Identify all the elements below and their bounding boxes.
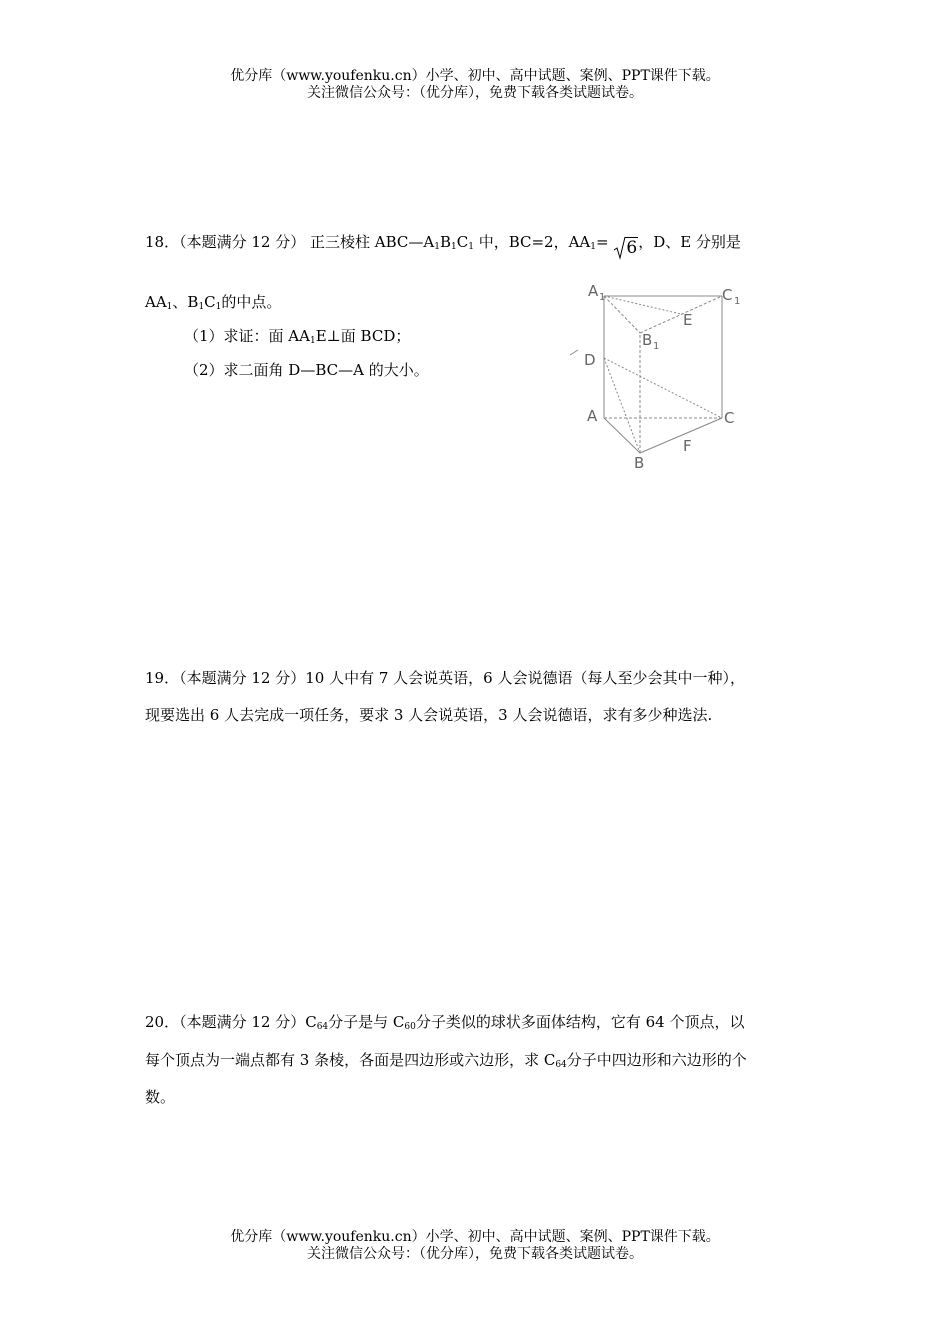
q18-text: B bbox=[439, 233, 451, 251]
sqrt-expression bbox=[613, 238, 638, 258]
label-b: B bbox=[634, 454, 645, 472]
sub: 60 bbox=[404, 1022, 416, 1032]
tick-mark bbox=[570, 350, 578, 358]
q18-text: AA bbox=[145, 293, 167, 311]
q18-text: C bbox=[456, 233, 469, 251]
q18-part-1 bbox=[184, 326, 410, 346]
q20-text: 分子是与 C bbox=[328, 1013, 405, 1031]
q18-line-1 bbox=[145, 232, 741, 258]
label-d: D bbox=[584, 351, 596, 369]
edge-a1b1 bbox=[604, 296, 640, 333]
sub: 1 bbox=[309, 336, 316, 346]
q18-text: 中，BC=2，AA bbox=[473, 233, 591, 251]
sub: 1 bbox=[590, 242, 596, 252]
segment-dc bbox=[604, 358, 722, 418]
sub: 1 bbox=[215, 302, 222, 312]
q18-text: = bbox=[596, 233, 609, 251]
q20-text: 分子中四边形和六边形的个 bbox=[566, 1051, 747, 1069]
label-sub: 1 bbox=[599, 292, 606, 303]
q20-line-2 bbox=[145, 1050, 747, 1070]
label-f: F bbox=[683, 437, 692, 455]
q19-line-2: 现要选出 6 人去完成一项任务，要求 3 人会说英语，3 人会说德语，求有多少种选法. bbox=[145, 706, 713, 724]
sub: 1 bbox=[166, 302, 173, 312]
q20-text: 每个顶点为一端点都有 3 条棱，各面是四边形或六边形，求 C bbox=[145, 1051, 556, 1069]
sub: 1 bbox=[450, 242, 457, 252]
q18-text: （1）求证：面 AA bbox=[184, 327, 310, 345]
label-b1: B bbox=[642, 331, 653, 349]
q18-text: E⊥面 BCD； bbox=[315, 327, 411, 345]
sqrt-icon bbox=[613, 236, 626, 260]
q20-text: 20．（本题满分 12 分）C bbox=[145, 1013, 317, 1031]
header-line-2: 关注微信公众号：（优分库），免费下载各类试题试卷。 bbox=[307, 85, 643, 101]
sqrt-radicand: 6 bbox=[626, 238, 638, 258]
q19-line-1: 19．（本题满分 12 分）10 人中有 7 人会说英语，6 人会说德语（每人至少会其中一种）， bbox=[145, 669, 745, 687]
q18-text: ，D、E 分别是 bbox=[638, 233, 741, 251]
label-c: C bbox=[724, 409, 735, 427]
segment-db bbox=[604, 358, 640, 453]
q20-line-3: 数。 bbox=[145, 1088, 176, 1106]
edge-bc bbox=[640, 418, 722, 453]
edge-ab bbox=[604, 418, 640, 453]
page-header bbox=[0, 68, 950, 102]
footer-line-2: 关注微信公众号：（优分库），免费下载各类试题试卷。 bbox=[307, 1246, 643, 1262]
label-sub: 1 bbox=[653, 341, 660, 352]
footer-line-1: 优分库（www.youfenku.cn）小学、初中、高中试题、案例、PPT课件下载。 bbox=[230, 1229, 720, 1245]
segment-a1e bbox=[604, 296, 681, 314]
q18-part-2: （2）求二面角 D—BC—A 的大小。 bbox=[184, 361, 429, 379]
label-a1: A bbox=[588, 282, 599, 300]
q18-text: 、B bbox=[172, 293, 199, 311]
q18-number: 18． bbox=[145, 233, 180, 251]
label-sub: 1 bbox=[734, 296, 741, 307]
sub: 1 bbox=[434, 242, 440, 252]
label-c1: C bbox=[722, 286, 733, 304]
sub: 64 bbox=[316, 1022, 329, 1032]
q20-text: 分子类似的球状多面体结构，它有 64 个顶点，以 bbox=[415, 1013, 745, 1031]
sub: 1 bbox=[198, 302, 205, 312]
q18-line-2 bbox=[145, 292, 281, 312]
edge-b1c1 bbox=[640, 296, 722, 333]
sub: 64 bbox=[555, 1060, 567, 1070]
label-a: A bbox=[587, 407, 598, 425]
q18-score: （本题满分 12 分） bbox=[179, 233, 306, 251]
q20-line-1 bbox=[145, 1012, 745, 1032]
q18-text: 正三棱柱 ABC—A bbox=[310, 233, 435, 251]
q18-text: C bbox=[204, 293, 216, 311]
sub: 1 bbox=[468, 242, 474, 252]
label-e: E bbox=[683, 311, 693, 329]
page-footer bbox=[0, 1229, 950, 1263]
q18-text: 的中点。 bbox=[221, 293, 282, 311]
prism-figure bbox=[570, 278, 750, 473]
header-line-1: 优分库（www.youfenku.cn）小学、初中、高中试题、案例、PPT课件下载。 bbox=[230, 68, 720, 84]
